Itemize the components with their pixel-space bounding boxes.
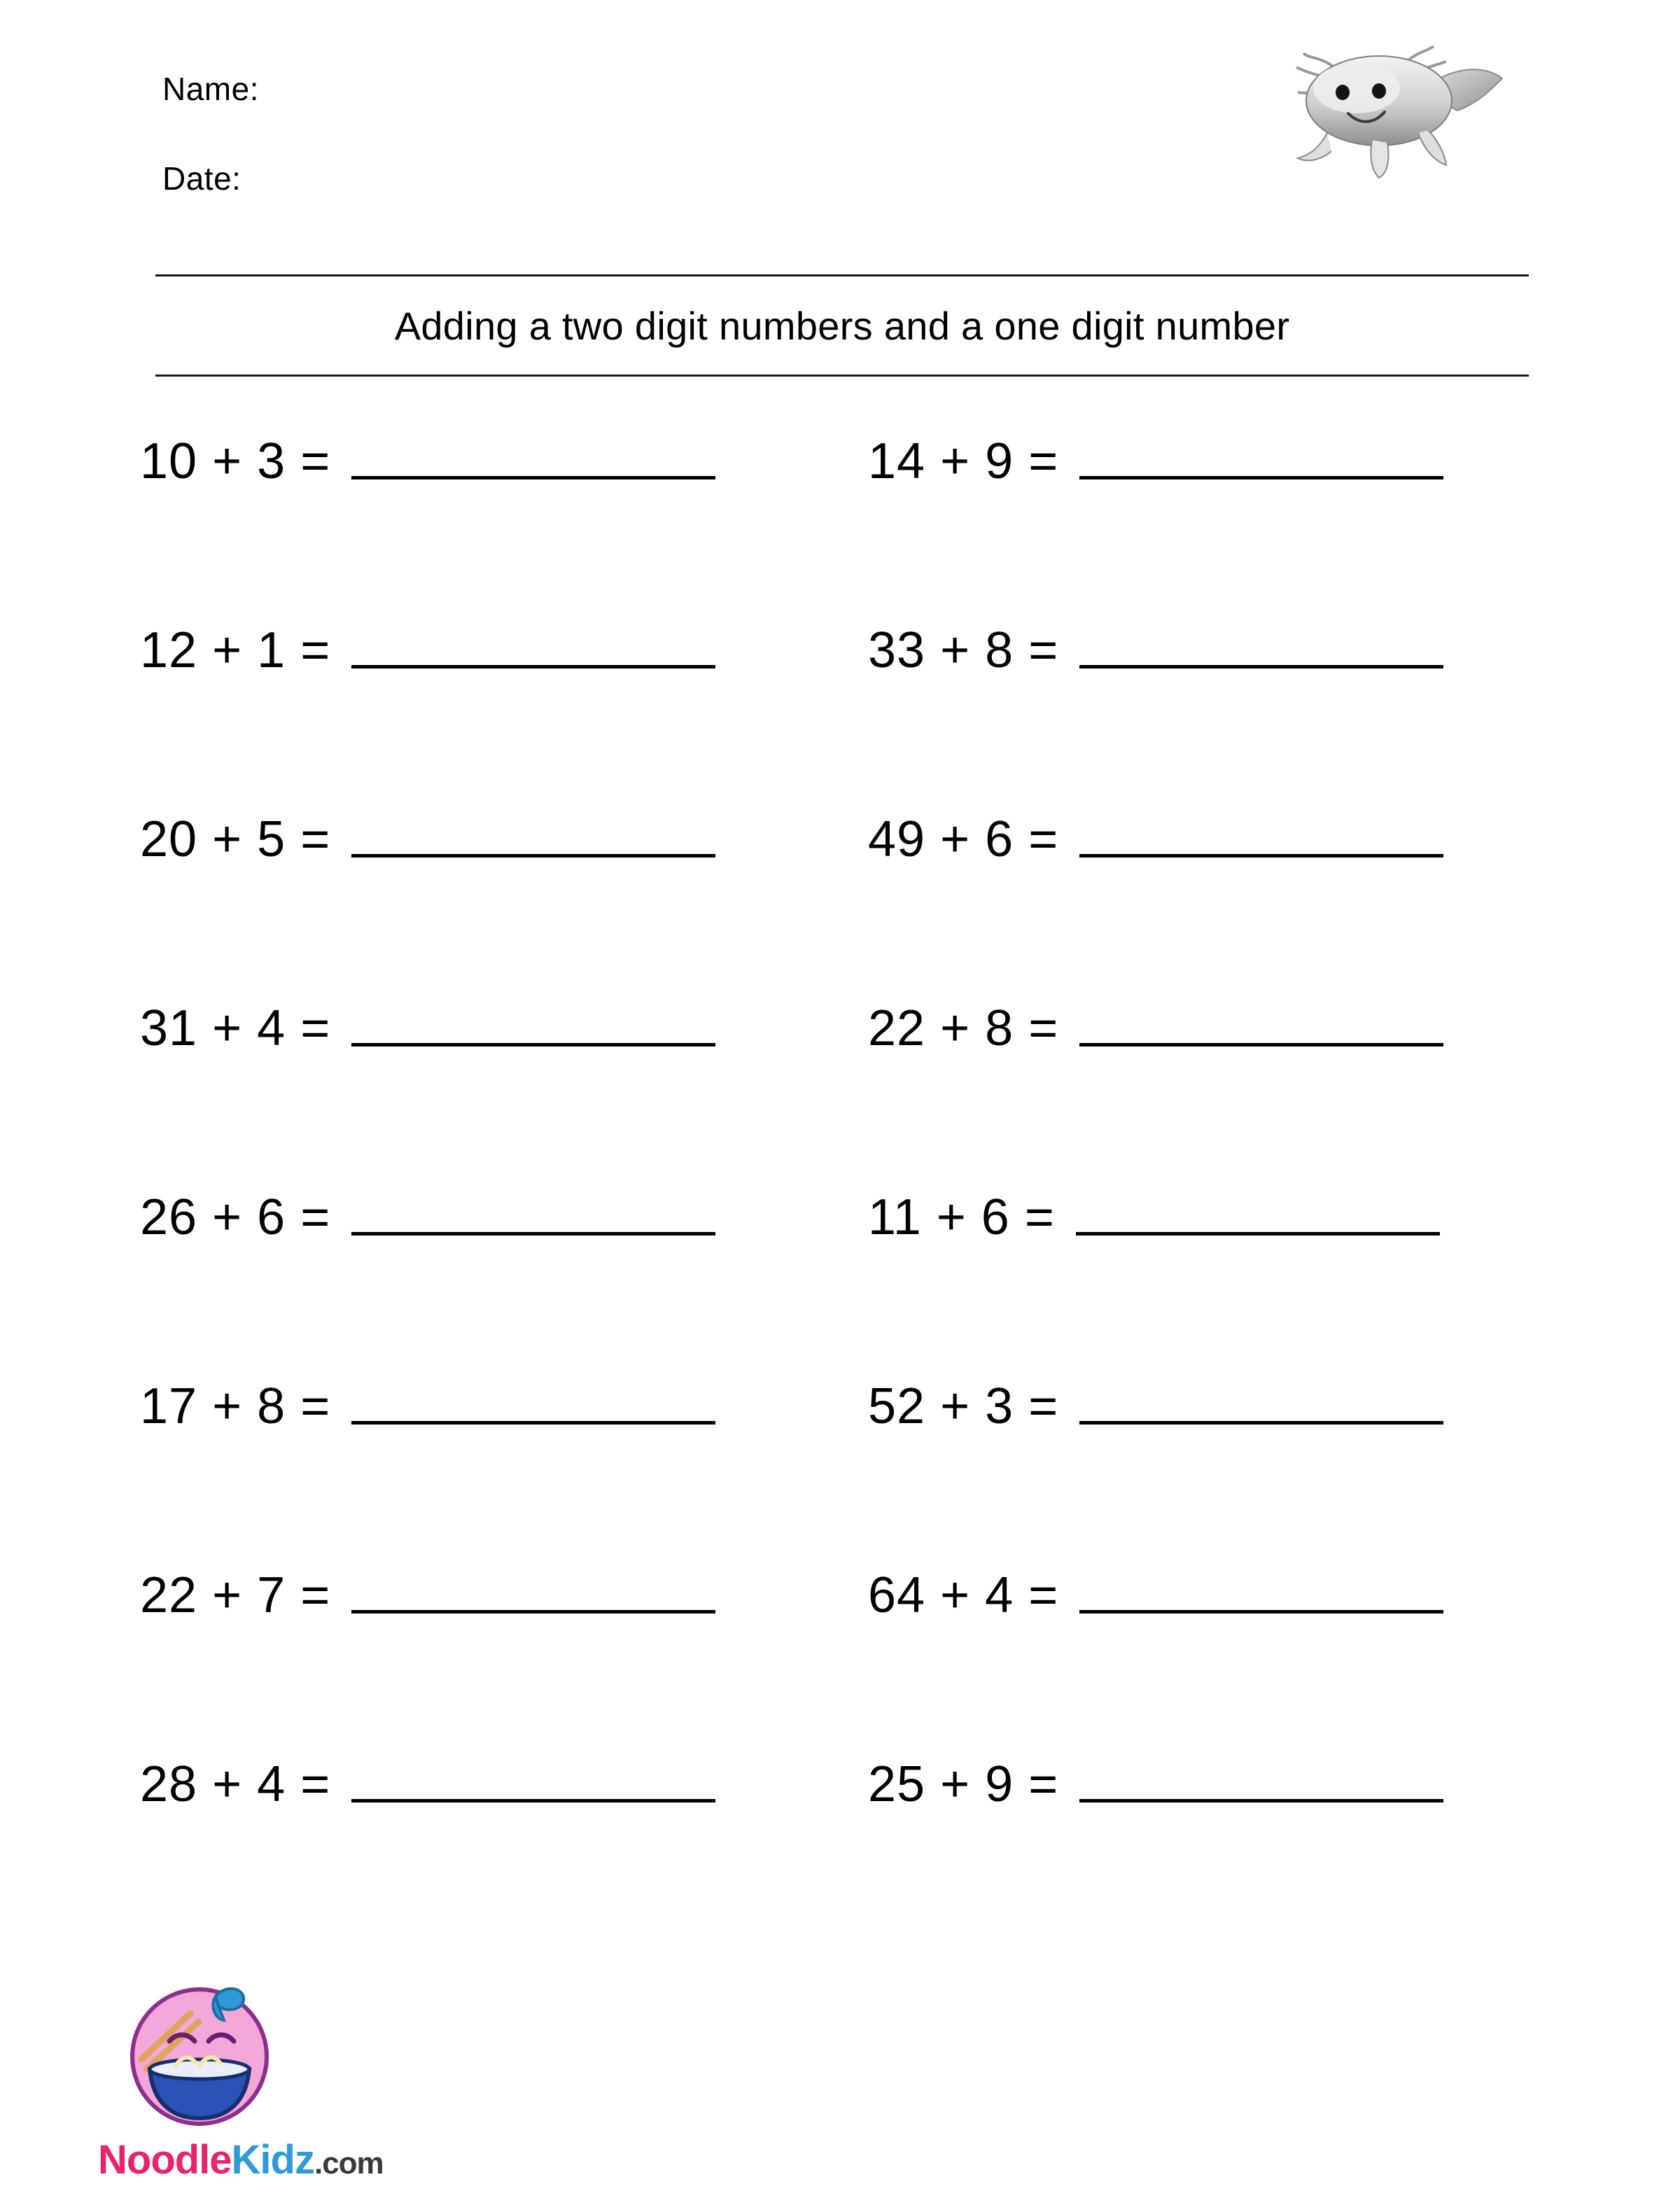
brand-wordmark <box>98 2136 384 2183</box>
answer-blank[interactable] <box>1079 1379 1443 1424</box>
problem-expression: 14 + 9 = <box>868 433 1059 489</box>
problem-cell <box>0 812 854 1001</box>
answer-blank[interactable] <box>351 623 715 668</box>
axolotl-icon <box>1267 28 1519 210</box>
problem-cell <box>854 434 1582 623</box>
problem-expression: 25 + 9 = <box>868 1756 1059 1812</box>
name-label: Name: <box>162 71 259 107</box>
problem-row <box>0 1379 1680 1568</box>
problem-cell <box>854 1001 1582 1190</box>
problem-cell <box>0 1568 854 1757</box>
problem-cell <box>0 1379 854 1568</box>
problem-cell <box>0 1001 854 1190</box>
answer-blank[interactable] <box>1079 434 1443 479</box>
answer-blank[interactable] <box>1079 1568 1443 1614</box>
answer-blank[interactable] <box>351 1001 715 1046</box>
answer-blank[interactable] <box>351 1757 715 1802</box>
problem-expression: 22 + 7 = <box>140 1567 331 1623</box>
problem-cell <box>0 434 854 623</box>
problem-row <box>0 1568 1680 1757</box>
problem-cell <box>854 1568 1582 1757</box>
answer-blank[interactable] <box>1076 1190 1440 1236</box>
problem-expression: 28 + 4 = <box>140 1756 331 1812</box>
date-label: Date: <box>162 160 241 197</box>
problem-row <box>0 1190 1680 1379</box>
problem-expression: 12 + 1 = <box>140 622 331 678</box>
problem-expression: 26 + 6 = <box>140 1189 331 1245</box>
worksheet-header <box>0 0 1680 266</box>
worksheet-title-band <box>155 274 1529 377</box>
problem-row <box>0 1757 1680 1946</box>
answer-blank[interactable] <box>351 1379 715 1424</box>
problem-expression: 22 + 8 = <box>868 1000 1059 1056</box>
noodle-bowl-face-icon <box>126 1981 273 2128</box>
answer-blank[interactable] <box>351 434 715 479</box>
problem-expression: 17 + 8 = <box>140 1378 331 1434</box>
problem-expression: 49 + 6 = <box>868 811 1059 867</box>
answer-blank[interactable] <box>351 812 715 858</box>
problem-cell <box>0 623 854 812</box>
problem-expression: 52 + 3 = <box>868 1378 1059 1434</box>
problem-cell <box>854 1190 1582 1379</box>
problem-expression: 11 + 6 = <box>868 1189 1055 1245</box>
problem-expression: 33 + 8 = <box>868 622 1059 678</box>
problem-row <box>0 812 1680 1001</box>
answer-blank[interactable] <box>1079 812 1443 858</box>
problem-cell <box>854 1379 1582 1568</box>
problem-row <box>0 623 1680 812</box>
problem-expression: 64 + 4 = <box>868 1567 1059 1623</box>
brand-kidz: Kidz <box>231 2137 314 2183</box>
problems-grid <box>0 434 1680 1946</box>
problem-row <box>0 1001 1680 1190</box>
answer-blank[interactable] <box>351 1568 715 1614</box>
problem-cell <box>0 1190 854 1379</box>
problem-expression: 10 + 3 = <box>140 433 331 489</box>
problem-cell <box>854 812 1582 1001</box>
footer-branding <box>98 1981 588 2191</box>
brand-noodle: Noodle <box>98 2137 232 2183</box>
answer-blank[interactable] <box>1079 1757 1443 1802</box>
problem-cell <box>854 623 1582 812</box>
problem-cell <box>0 1757 854 1946</box>
answer-blank[interactable] <box>351 1190 715 1236</box>
page-title: Adding a two digit numbers and a one digit number <box>394 303 1290 348</box>
answer-blank[interactable] <box>1079 623 1443 668</box>
problem-expression: 20 + 5 = <box>140 811 331 867</box>
brand-domain: .com <box>314 2146 384 2180</box>
answer-blank[interactable] <box>1079 1001 1443 1046</box>
problem-row <box>0 434 1680 623</box>
problem-expression: 31 + 4 = <box>140 1000 331 1056</box>
problem-cell <box>854 1757 1582 1946</box>
